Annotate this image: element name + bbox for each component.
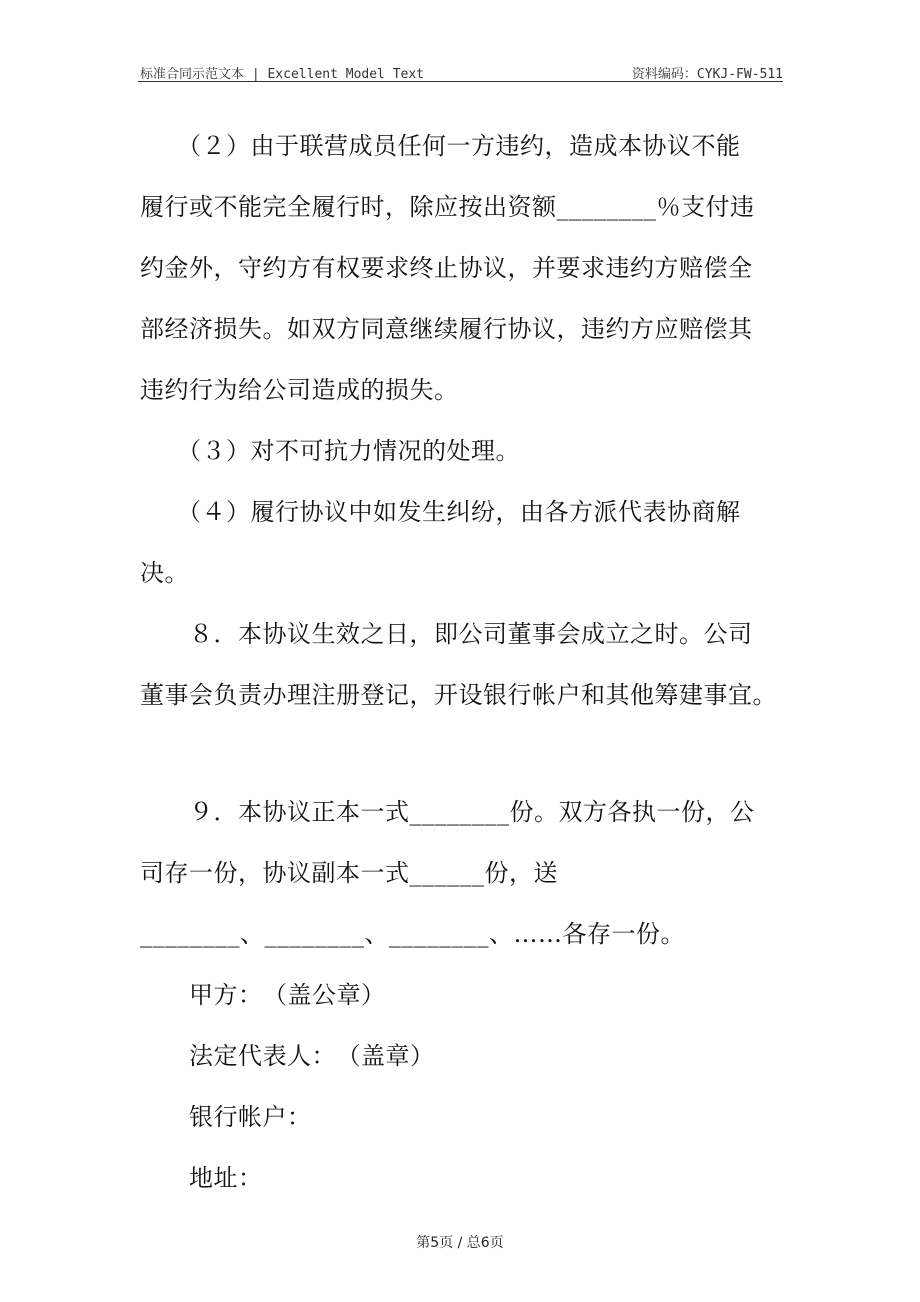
header-doc-code: 资料编码：CYKJ-FW-511 (631, 67, 783, 82)
text-line: （２）由于联营成员任何一方违约，造成本协议不能 (140, 132, 741, 160)
text-line: 决。 (140, 559, 189, 587)
text-line: 董事会负责办理注册登记，开设银行帐户和其他筹建事宜。 (140, 681, 777, 709)
text-line: 部经济损失。如双方同意继续履行协议，违约方应赔偿其 (140, 315, 753, 343)
text-line: 违约行为给公司造成的损失。 (140, 376, 459, 404)
text-line: 甲方： （盖公章） (140, 981, 386, 1009)
page-header (138, 60, 783, 82)
text-line: （４）履行协议中如发生纠纷，由各方派代表协商解 (140, 498, 741, 526)
text-line: （３）对不可抗力情况的处理。 (140, 437, 520, 465)
text-line: 地址： (140, 1164, 263, 1192)
text-line: 法定代表人： （盖章） (140, 1042, 435, 1070)
text-line: ________、________、________、……各存一份。 (140, 920, 685, 948)
header-divider (138, 81, 783, 82)
page-number: 第5页 / 总6页 (416, 1235, 504, 1251)
text-line: 履行或不能完全履行时，除应按出资额________％支付违 (140, 193, 755, 221)
text-line: 银行帐户： (140, 1103, 312, 1131)
text-line: ８．本协议生效之日，即公司董事会成立之时。公司 (140, 620, 753, 648)
text-line: ９．本协议正本一式________份。双方各执一份，公 (140, 798, 755, 826)
text-line: 司存一份，协议副本一式______份，送 (140, 859, 558, 887)
text-line: 约金外，守约方有权要求终止协议，并要求违约方赔偿全 (140, 254, 753, 282)
header-title: 标准合同示范文本 | Excellent Model Text (140, 67, 425, 82)
